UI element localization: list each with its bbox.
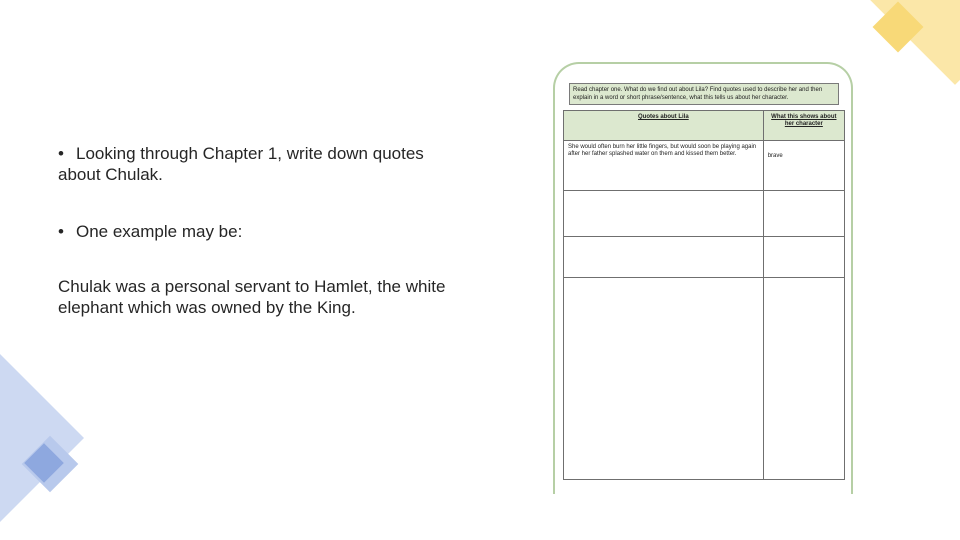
bullet-text: Looking through Chapter 1, write down quotes about Chulak.	[58, 144, 424, 184]
meaning-cell	[763, 278, 844, 480]
bullet-text: One example may be:	[76, 222, 243, 241]
meaning-cell	[763, 237, 844, 278]
bullet-item-example	[58, 221, 458, 242]
column-header-meaning: What this shows about her character	[763, 111, 844, 141]
meaning-cell: brave	[763, 141, 844, 191]
table-row	[564, 237, 845, 278]
table-header-row	[564, 111, 845, 141]
worksheet-table	[563, 110, 845, 480]
decorative-diamond-blue-large	[0, 339, 84, 537]
example-text: Chulak was a personal servant to Hamlet, the white elephant which was owned by the King.	[58, 277, 446, 317]
worksheet-instruction: Read chapter one. What do we find out about Lila? Find quotes used to describe her and then explain in a word or short phrase/sentence, what this tells us about her character.	[569, 83, 839, 105]
decorative-diamond-yellow-large	[870, 0, 960, 85]
bullet-symbol: •	[58, 144, 64, 163]
table-row	[564, 141, 845, 191]
quote-cell	[564, 278, 764, 480]
bullet-symbol: •	[58, 222, 64, 241]
quote-cell	[564, 191, 764, 237]
bullet-item-quotes	[58, 143, 458, 185]
column-header-quotes: Quotes about Lila	[564, 111, 764, 141]
quote-cell	[564, 237, 764, 278]
worksheet-image	[553, 62, 853, 494]
meaning-cell	[763, 191, 844, 237]
table-row	[564, 191, 845, 237]
quote-cell: She would often burn her little fingers, but would soon be playing again after her father splashed water on them and kissed them better.	[564, 141, 764, 191]
table-row	[564, 278, 845, 480]
